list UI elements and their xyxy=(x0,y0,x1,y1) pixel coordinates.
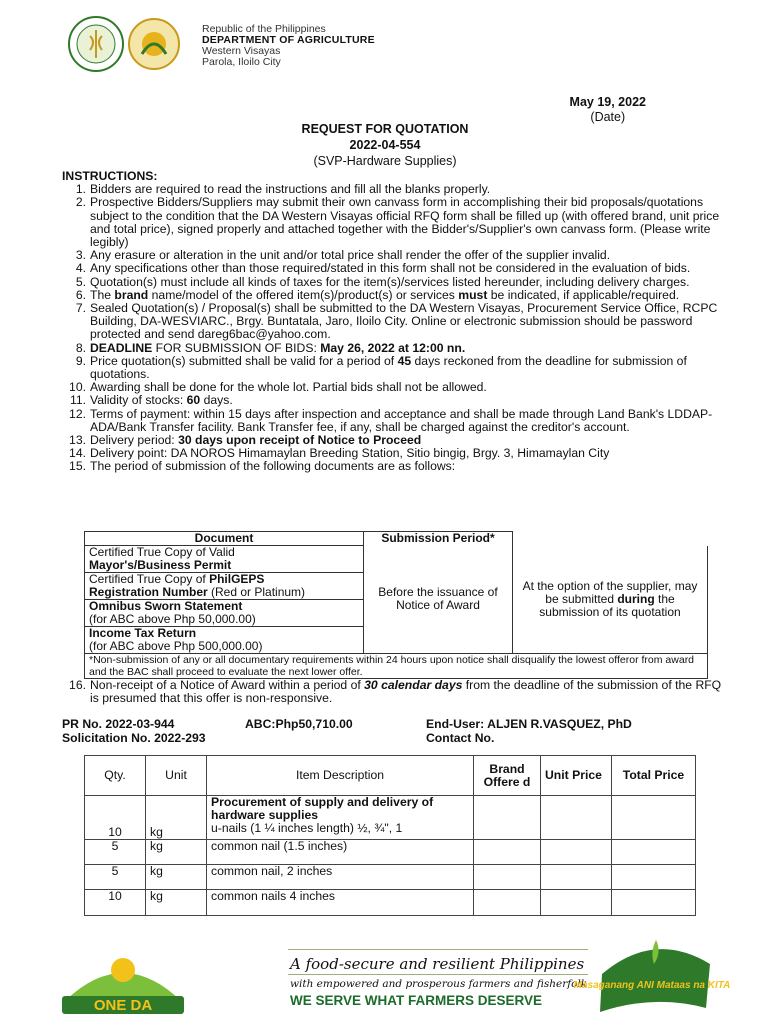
items-table xyxy=(84,755,696,916)
instruction-item: 9. Price quotation(s) submitted shall be valid for a period of 45 days reckoned from the deadline for submission of quotations. xyxy=(75,353,687,382)
cell-unit: kg xyxy=(146,796,207,840)
instruction-item: 5. Quotation(s) must include all kinds of taxes for the item(s)/services listed hereunder, including delivery charges. xyxy=(75,274,690,289)
instruction-item: 11. Validity of stocks: 60 days. xyxy=(69,393,233,408)
instruction-item: 1. Bidders are required to read the instructions and fill all the blanks properly. xyxy=(75,182,491,197)
cell-unit: kg xyxy=(146,865,207,890)
masaganang-ani-logo xyxy=(573,934,731,1018)
cell-unit-price[interactable] xyxy=(541,796,612,840)
submission-documents-table xyxy=(84,531,708,679)
footer-divider xyxy=(288,949,588,950)
cell-brand[interactable] xyxy=(474,840,541,865)
header-qty: Qty. xyxy=(85,756,146,796)
header-line-republic: Republic of the Philippines xyxy=(202,23,326,35)
date-value: May 19, 2022 xyxy=(569,95,646,109)
pr-number: PR No. 2022-03-944 xyxy=(62,717,175,731)
abc-amount: ABC:Php50,710.00 xyxy=(245,717,353,731)
cell-total-price[interactable] xyxy=(612,865,696,890)
submission-note: *Non-submission of any or all documentary requirements within 24 hours upon notice shall disqualify the lowest offeror from award and the BAC shall proceed to evaluate the next lower offer. xyxy=(85,654,708,679)
header-unit-price: Unit Price xyxy=(541,756,612,796)
header-document: Document xyxy=(85,532,364,546)
doc-philgeps: Certified True Copy of PhilGEPS Registration Number (Red or Platinum) xyxy=(85,573,364,600)
header-brand-offered: Brand Offere d xyxy=(474,756,541,796)
cell-brand[interactable] xyxy=(474,890,541,916)
da-seal-logo xyxy=(66,14,184,74)
cell-total-price[interactable] xyxy=(612,796,696,840)
solicitation-number: Solicitation No. 2022-293 xyxy=(62,731,206,745)
cell-description: common nail (1.5 inches) xyxy=(207,840,474,865)
header-line-address: Parola, Iloilo City xyxy=(202,56,281,68)
header-line-department: DEPARTMENT OF AGRICULTURE xyxy=(202,34,375,46)
cell-qty: 5 xyxy=(85,865,146,890)
instructions-heading: INSTRUCTIONS: xyxy=(62,169,158,183)
cell-description: Procurement of supply and delivery of hardware supplies u-nails (1 ¼ inches length) ½, ¾", 1 xyxy=(207,796,474,840)
instruction-item-deadline: 8. DEADLINE FOR SUBMISSION OF BIDS: May 26, 2022 at 12:00 nn. xyxy=(75,340,466,355)
table-row xyxy=(85,546,708,573)
cell-brand[interactable] xyxy=(474,865,541,890)
document-title xyxy=(0,121,770,169)
cell-description: common nails 4 inches xyxy=(207,890,474,916)
header-item-description: Item Description xyxy=(207,756,474,796)
agency-header xyxy=(202,24,375,68)
table-header-row xyxy=(85,756,696,796)
instruction-item: 3. Any erasure or alteration in the unit and/or total price shall render the offer of the supplier invalid. xyxy=(75,248,611,263)
period-option-supplier: At the option of the supplier, may be submitted during the submission of its quotation xyxy=(513,546,708,654)
instruction-item: 12. Terms of payment: within 15 days after inspection and acceptance and shall be made through Land Bank's LDDAP-ADA/Bank Transfer facility. Bank Transfer fee, if any, shall be charged against the creditor's account. xyxy=(69,406,713,434)
table-row xyxy=(85,796,696,840)
masaganang-ani-logo-text: Masaganang ANI Mataas na KITA xyxy=(573,980,731,991)
one-da-logo-text: ONE DA xyxy=(93,997,153,1014)
table-row xyxy=(85,654,708,679)
instruction-item: 14. Delivery point: DA NOROS Himamaylan Breeding Station, Sitio bingig, Brgy. 3, Himamaylan City xyxy=(69,446,610,461)
group-heading: Procurement of supply and delivery of hardware supplies xyxy=(211,795,434,822)
one-da-logo xyxy=(58,944,188,1020)
header-total-price: Total Price xyxy=(612,756,696,796)
cell-description: common nail, 2 inches xyxy=(207,865,474,890)
instructions-list xyxy=(62,183,722,473)
cell-unit-price[interactable] xyxy=(541,890,612,916)
cell-unit-price[interactable] xyxy=(541,865,612,890)
instruction-item: 2. Prospective Bidders/Suppliers may submit their own canvass form in accomplishing their bid proposals/quotations subject to the condition that the DA Western Visayas official RFQ form shall be filled up (with offered brand, unit price and total price), signed properly and attached together with the Bidder's/Supplier's own canvass form. (Please write legibly) xyxy=(75,195,720,250)
header-unit: Unit xyxy=(146,756,207,796)
instruction-item: 15. The period of submission of the following documents are as follows: xyxy=(69,459,456,474)
footer-divider xyxy=(288,974,588,975)
instruction-item: 10. Awarding shall be done for the whole lot. Partial bids shall not be allowed. xyxy=(69,380,487,395)
cell-unit: kg xyxy=(146,840,207,865)
title-sub: (SVP-Hardware Supplies) xyxy=(313,154,457,168)
end-user: End-User: ALJEN R.VASQUEZ, PhD xyxy=(426,717,632,731)
doc-omnibus: Omnibus Sworn Statement (for ABC above Php 50,000.00) xyxy=(85,600,364,627)
instructions xyxy=(62,170,722,474)
contact-number: Contact No. xyxy=(426,731,495,745)
footer-motto: WE SERVE WHAT FARMERS DESERVE xyxy=(290,993,543,1008)
instruction-item: 13. Delivery period: 30 days upon receipt of Notice to Proceed xyxy=(69,433,422,448)
footer-slogan-sub: with empowered and prosperous farmers and fisherfolk xyxy=(290,978,588,990)
cell-total-price[interactable] xyxy=(612,840,696,865)
title-main: REQUEST FOR QUOTATION xyxy=(301,122,469,136)
cell-total-price[interactable] xyxy=(612,890,696,916)
date-label: (Date) xyxy=(590,110,626,124)
header-submission-period: Submission Period* xyxy=(364,532,513,546)
rfq-number: 2022-04-554 xyxy=(349,138,421,152)
cell-brand[interactable] xyxy=(474,796,541,840)
doc-mayors-permit: Certified True Copy of Valid Mayor's/Business Permit xyxy=(85,546,364,573)
cell-unit-price[interactable] xyxy=(541,840,612,865)
table-row xyxy=(85,890,696,916)
cell-qty: 5 xyxy=(85,840,146,865)
cell-qty: 10 xyxy=(85,796,146,840)
header-line-region: Western Visayas xyxy=(202,45,281,57)
instruction-item: 7. Sealed Quotation(s) / Proposal(s) shall be submitted to the DA Western Visayas, Procurement Service Office, RCPC Building, DA-WESVIARC., Brgy. Buntatala, Jaro, Iloilo City. Online or electronic submission should be password protected and send dareg6bac@yahoo.com. xyxy=(75,301,718,342)
table-row xyxy=(85,865,696,890)
table-header-row xyxy=(85,532,708,546)
period-before-award: Before the issuance of Notice of Award xyxy=(364,546,513,654)
table-row xyxy=(85,840,696,865)
doc-income-tax: Income Tax Return (for ABC above Php 500,000.00) xyxy=(85,627,364,654)
instruction-item-16: 16. Non-receipt of a Notice of Award within a period of 30 calendar days from the deadline of the submission of the RFQ is presumed that this offer is non-responsive. xyxy=(69,678,722,706)
instruction-item: 4. Any specifications other than those required/stated in this form shall not be considered in the evaluation of bids. xyxy=(75,261,691,276)
instruction-item: 6. The brand name/model of the offered item(s)/product(s) or services must be indicated, if applicable/required. xyxy=(75,287,680,302)
footer-slogan-main: A food-secure and resilient Philippines xyxy=(290,955,585,973)
cell-qty: 10 xyxy=(85,890,146,916)
cell-unit: kg xyxy=(146,890,207,916)
